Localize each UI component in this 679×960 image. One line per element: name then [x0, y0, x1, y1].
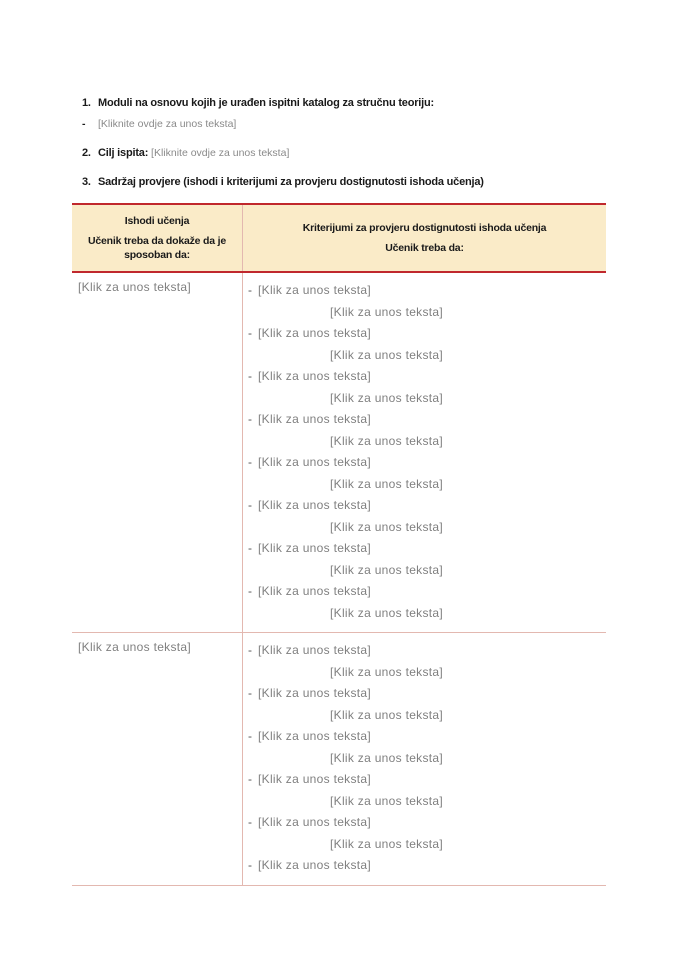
- criteria-item[interactable]: - [Klik za unos teksta]: [248, 369, 372, 383]
- header-criteria: [243, 204, 607, 272]
- header-outcomes-subtitle: Učenik treba da dokaže da je sposoban da:: [88, 235, 226, 261]
- criteria-item[interactable]: - [Klik za unos teksta]: [248, 412, 372, 426]
- criteria-subitem[interactable]: [Klik za unos teksta]: [330, 519, 444, 534]
- section-number: 1.: [82, 97, 91, 109]
- criteria-list: [248, 280, 606, 624]
- criteria-item[interactable]: - [Klik za unos teksta]: [248, 772, 372, 786]
- outcome-placeholder[interactable]: [Klik za unos teksta]: [78, 280, 192, 294]
- section-1-heading: [82, 97, 434, 109]
- criteria-subitem[interactable]: [Klik za unos teksta]: [330, 750, 444, 765]
- module-list-item: [82, 118, 236, 130]
- criteria-item[interactable]: - [Klik za unos teksta]: [248, 584, 372, 598]
- goal-input-placeholder[interactable]: [Kliknite ovdje za unos teksta]: [151, 147, 290, 159]
- criteria-subitem[interactable]: [Klik za unos teksta]: [330, 793, 444, 808]
- module-input-placeholder[interactable]: [Kliknite ovdje za unos teksta]: [98, 118, 237, 130]
- criteria-subitem[interactable]: [Klik za unos teksta]: [330, 707, 444, 722]
- criteria-cell: [243, 633, 607, 886]
- table-row: [72, 272, 606, 633]
- header-criteria-title: Kriterijumi za provjeru dostignutosti ishoda učenja: [302, 222, 547, 234]
- criteria-subitem[interactable]: [Klik za unos teksta]: [330, 562, 444, 577]
- criteria-subitem[interactable]: [Klik za unos teksta]: [330, 347, 444, 362]
- section-number: 2.: [82, 147, 91, 159]
- header-outcomes: [72, 204, 243, 272]
- outcome-placeholder[interactable]: [Klik za unos teksta]: [78, 640, 192, 654]
- criteria-subitem[interactable]: [Klik za unos teksta]: [330, 390, 444, 405]
- criteria-subitem[interactable]: [Klik za unos teksta]: [330, 664, 444, 679]
- header-outcomes-title: Ishodi učenja: [124, 215, 190, 227]
- criteria-item[interactable]: - [Klik za unos teksta]: [248, 455, 372, 469]
- table-row: [72, 633, 606, 886]
- header-criteria-subtitle: Učenik treba da:: [385, 242, 464, 254]
- criteria-item[interactable]: - [Klik za unos teksta]: [248, 541, 372, 555]
- outcome-cell[interactable]: [72, 272, 243, 633]
- criteria-subitem[interactable]: [Klik za unos teksta]: [330, 836, 444, 851]
- outcomes-table: [72, 203, 606, 886]
- section-number: 3.: [82, 176, 91, 188]
- criteria-subitem[interactable]: [Klik za unos teksta]: [330, 304, 444, 319]
- criteria-cell: [243, 272, 607, 633]
- criteria-list: [248, 640, 606, 877]
- list-dash: -: [82, 118, 86, 130]
- criteria-item[interactable]: - [Klik za unos teksta]: [248, 283, 372, 297]
- criteria-item[interactable]: - [Klik za unos teksta]: [248, 326, 372, 340]
- criteria-subitem[interactable]: [Klik za unos teksta]: [330, 433, 444, 448]
- criteria-subitem[interactable]: [Klik za unos teksta]: [330, 605, 444, 620]
- criteria-subitem[interactable]: [Klik za unos teksta]: [330, 476, 444, 491]
- section-title: Moduli na osnovu kojih je urađen ispitni katalog za stručnu teoriju:: [98, 97, 434, 109]
- criteria-item[interactable]: - [Klik za unos teksta]: [248, 729, 372, 743]
- section-title: Sadržaj provjere (ishodi i kriterijumi za provjeru dostignutosti ishoda učenja): [98, 176, 484, 188]
- criteria-item[interactable]: - [Klik za unos teksta]: [248, 643, 372, 657]
- section-title: Cilj ispita:: [98, 147, 149, 159]
- section-3-heading: [82, 176, 484, 188]
- table-header-row: [72, 204, 606, 272]
- criteria-item[interactable]: - [Klik za unos teksta]: [248, 686, 372, 700]
- section-2-heading: [82, 147, 289, 159]
- outcome-cell[interactable]: [72, 633, 243, 886]
- criteria-item[interactable]: - [Klik za unos teksta]: [248, 815, 372, 829]
- criteria-item[interactable]: - [Klik za unos teksta]: [248, 498, 372, 512]
- criteria-item[interactable]: - [Klik za unos teksta]: [248, 858, 372, 872]
